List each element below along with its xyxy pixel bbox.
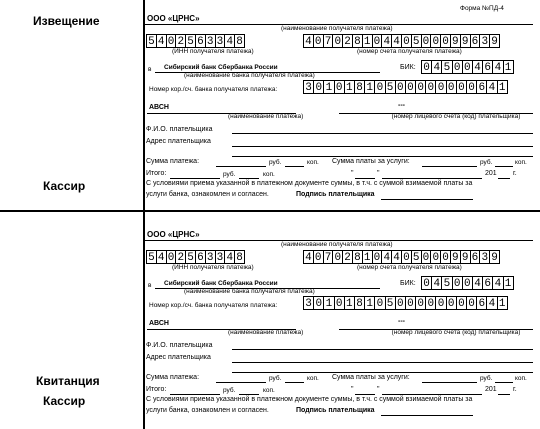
date-month-line — [382, 178, 482, 179]
year-dot: г. — [513, 386, 517, 393]
digit-cell: 1 — [364, 80, 375, 94]
section-title-top: Извещение — [33, 14, 100, 28]
digit-cell: 5 — [185, 34, 196, 48]
digit-cell: 0 — [466, 80, 477, 94]
digit-cell: 0 — [435, 80, 446, 94]
digit-cell: 6 — [195, 250, 206, 264]
fio-line — [232, 349, 533, 350]
digit-cell: 5 — [411, 34, 422, 48]
digit-cell: 6 — [470, 250, 481, 264]
total-kop-line — [239, 178, 259, 179]
address-label: Адрес плательщика — [146, 354, 211, 361]
digit-cell: 5 — [385, 80, 396, 94]
digit-cell: 0 — [425, 296, 436, 310]
digit-cell: 0 — [405, 80, 416, 94]
year-prefix: 201 — [485, 386, 497, 393]
digit-cell: 0 — [462, 60, 473, 74]
digit-cell: 5 — [441, 276, 452, 290]
digit-cell: 0 — [446, 296, 457, 310]
year-line — [498, 178, 510, 179]
digit-cell: 0 — [456, 80, 467, 94]
payment-caption: (наименование платежа) — [228, 329, 304, 336]
service-kop-line — [495, 166, 513, 167]
total-rub-line — [170, 178, 220, 179]
inn-caption: (ИНН получателя платежа) — [172, 264, 254, 271]
payment-name: АВСН — [149, 320, 169, 327]
digit-cell: 9 — [460, 250, 471, 264]
digit-cell: 0 — [452, 60, 463, 74]
digit-cell: 7 — [323, 250, 334, 264]
digit-cell: 3 — [303, 80, 314, 94]
address-label: Адрес плательщика — [146, 138, 211, 145]
personal-caption: (номер лицевого счета (код) плательщика) — [391, 329, 521, 336]
sign-line — [381, 199, 473, 200]
address-line-2 — [232, 372, 533, 373]
bik-cells — [421, 60, 513, 74]
digit-cell: 1 — [503, 276, 514, 290]
digit-cell: 3 — [215, 34, 226, 48]
date-quote-close: " — [377, 386, 380, 393]
payment-caption: (наименование платежа) — [228, 113, 304, 120]
digit-cell: 1 — [344, 80, 355, 94]
digit-cell: 0 — [440, 250, 451, 264]
bank-name: Сибирский банк Сбербанка России — [164, 280, 278, 287]
digit-cell: 4 — [431, 60, 442, 74]
digit-cell: 4 — [156, 250, 167, 264]
recipient-caption: (наименование получателя платежа) — [281, 25, 393, 32]
digit-cell: 2 — [175, 34, 186, 48]
digit-cell: 0 — [421, 34, 432, 48]
digit-cell: 0 — [435, 296, 446, 310]
section-title-cashier: Кассир — [43, 179, 86, 193]
digit-cell: 1 — [362, 34, 373, 48]
bik-label: БИК: — [400, 280, 416, 287]
digit-cell: 0 — [415, 80, 426, 94]
digit-cell: 7 — [323, 34, 334, 48]
digit-cell: 8 — [234, 250, 245, 264]
digit-cell: 1 — [364, 296, 375, 310]
digit-cell: 9 — [450, 250, 461, 264]
digit-cell: 0 — [430, 250, 441, 264]
digit-cell: 4 — [391, 250, 402, 264]
date-quote-close: " — [377, 170, 380, 177]
digit-cell: 2 — [342, 34, 353, 48]
digit-cell: 0 — [313, 296, 324, 310]
digit-cell: 0 — [372, 250, 383, 264]
sum-rub-line — [216, 166, 266, 167]
digit-cell: 0 — [456, 296, 467, 310]
account-caption: (номер счета получателя платежа) — [357, 48, 462, 55]
sum-label: Сумма платежа: — [146, 374, 200, 381]
fio-line — [232, 133, 533, 134]
total-kop: коп. — [263, 171, 275, 178]
digit-cell: 3 — [303, 296, 314, 310]
total-rub: руб. — [223, 171, 236, 178]
digit-cell: 9 — [450, 34, 461, 48]
sign-label: Подпись плательщика — [296, 191, 375, 198]
account-dash: --- — [398, 102, 405, 109]
digit-cell: 5 — [146, 250, 157, 264]
sum-kop: коп. — [307, 159, 319, 166]
digit-cell: 4 — [492, 276, 503, 290]
digit-cell: 0 — [405, 296, 416, 310]
digit-cell: 9 — [489, 34, 500, 48]
recipient-name: ООО «ЦРНС» — [147, 230, 200, 239]
digit-cell: 8 — [352, 250, 363, 264]
sum-rub: руб. — [269, 159, 282, 166]
digit-cell: 0 — [415, 296, 426, 310]
inn-caption: (ИНН получателя платежа) — [172, 48, 254, 55]
digit-cell: 2 — [175, 250, 186, 264]
account-cells — [303, 250, 499, 264]
digit-cell: 4 — [431, 276, 442, 290]
year-prefix: 201 — [485, 170, 497, 177]
service-kop: коп. — [515, 159, 527, 166]
digit-cell: 0 — [421, 250, 432, 264]
digit-cell: 0 — [332, 34, 343, 48]
account-cells — [303, 34, 499, 48]
agree-text-2: услуги банка, ознакомлен и согласен. — [146, 407, 269, 414]
digit-cell: 4 — [224, 250, 235, 264]
digit-cell: 8 — [234, 34, 245, 48]
service-rub-line — [422, 166, 477, 167]
digit-cell: 0 — [425, 80, 436, 94]
digit-cell: 4 — [303, 34, 314, 48]
account-dash: --- — [398, 318, 405, 325]
digit-cell: 0 — [430, 34, 441, 48]
digit-cell: 1 — [497, 80, 508, 94]
digit-cell: 6 — [482, 60, 493, 74]
service-kop: коп. — [515, 375, 527, 382]
address-line-2 — [232, 156, 533, 157]
digit-cell: 0 — [446, 80, 457, 94]
agree-text-2: услуги банка, ознакомлен и согласен. — [146, 191, 269, 198]
digit-cell: 0 — [332, 250, 343, 264]
digit-cell: 1 — [503, 60, 514, 74]
fio-label: Ф.И.О. плательщика — [146, 342, 213, 349]
service-rub: руб. — [480, 375, 493, 382]
digit-cell: 3 — [479, 34, 490, 48]
digit-cell: 4 — [472, 60, 483, 74]
digit-cell: 0 — [374, 296, 385, 310]
inn-cells — [146, 34, 244, 48]
digit-cell: 1 — [323, 296, 334, 310]
personal-caption: (номер лицевого счета (код) плательщика) — [391, 113, 521, 120]
corr-cells — [303, 80, 507, 94]
year-dot: г. — [513, 170, 517, 177]
total-label: Итого: — [146, 386, 167, 393]
digit-cell: 0 — [313, 34, 324, 48]
service-rub: руб. — [480, 159, 493, 166]
digit-cell: 2 — [342, 250, 353, 264]
digit-cell: 8 — [354, 80, 365, 94]
sign-label: Подпись плательщика — [296, 407, 375, 414]
digit-cell: 0 — [166, 250, 177, 264]
digit-cell: 0 — [421, 60, 432, 74]
digit-cell: 4 — [486, 296, 497, 310]
digit-cell: 4 — [224, 34, 235, 48]
digit-cell: 0 — [421, 276, 432, 290]
service-sum-label: Сумма платы за услуги: — [332, 374, 410, 381]
digit-cell: 0 — [395, 296, 406, 310]
corr-label: Номер кор./сч. банка получателя платежа: — [149, 302, 278, 309]
digit-cell: 0 — [374, 80, 385, 94]
digit-cell: 5 — [441, 60, 452, 74]
recipient-caption: (наименование получателя платежа) — [281, 241, 393, 248]
date-quote-open: " — [351, 386, 354, 393]
bank-prefix: в — [148, 282, 152, 289]
digit-cell: 3 — [215, 250, 226, 264]
digit-cell: 0 — [440, 34, 451, 48]
sum-kop-line — [285, 166, 304, 167]
digit-cell: 6 — [476, 296, 487, 310]
digit-cell: 4 — [472, 276, 483, 290]
digit-cell: 9 — [460, 34, 471, 48]
digit-cell: 5 — [146, 34, 157, 48]
digit-cell: 8 — [354, 296, 365, 310]
bank-caption: (наименование банка получателя платежа) — [184, 288, 315, 295]
digit-cell: 5 — [185, 250, 196, 264]
service-kop-line — [495, 382, 513, 383]
digit-cell: 4 — [303, 250, 314, 264]
digit-cell: 8 — [352, 34, 363, 48]
agree-text-1: С условиями приема указанной в платежном документе суммы, в т.ч. с суммой взимаемой платы за — [146, 180, 473, 187]
account-caption: (номер счета получателя платежа) — [357, 264, 462, 271]
total-kop-line — [239, 394, 259, 395]
digit-cell: 5 — [411, 250, 422, 264]
service-sum-label: Сумма платы за услуги: — [332, 158, 410, 165]
digit-cell: 0 — [466, 296, 477, 310]
sum-rub: руб. — [269, 375, 282, 382]
total-label: Итого: — [146, 170, 167, 177]
section-title-cashier: Кассир — [43, 394, 86, 408]
digit-cell: 6 — [195, 34, 206, 48]
sum-rub-line — [216, 382, 266, 383]
digit-cell: 0 — [462, 276, 473, 290]
inn-cells — [146, 250, 244, 264]
service-rub-line — [422, 382, 477, 383]
digit-cell: 0 — [452, 276, 463, 290]
total-kop: коп. — [263, 387, 275, 394]
digit-cell: 1 — [497, 296, 508, 310]
sum-kop: коп. — [307, 375, 319, 382]
vertical-divider — [143, 0, 145, 429]
digit-cell: 6 — [470, 34, 481, 48]
bik-label: БИК: — [400, 64, 416, 71]
digit-cell: 3 — [205, 250, 216, 264]
address-line-1 — [232, 362, 533, 363]
digit-cell: 0 — [334, 296, 345, 310]
digit-cell: 1 — [323, 80, 334, 94]
digit-cell: 3 — [479, 250, 490, 264]
total-rub: руб. — [223, 387, 236, 394]
corr-label: Номер кор./сч. банка получателя платежа: — [149, 86, 278, 93]
digit-cell: 0 — [313, 80, 324, 94]
digit-cell: 4 — [156, 34, 167, 48]
digit-cell: 0 — [166, 34, 177, 48]
form-label: Форма №ПД-4 — [460, 5, 504, 12]
address-line-1 — [232, 146, 533, 147]
digit-cell: 4 — [381, 34, 392, 48]
sum-label: Сумма платежа: — [146, 158, 200, 165]
section-title-top: Квитанция — [36, 374, 100, 388]
digit-cell: 3 — [205, 34, 216, 48]
corr-cells — [303, 296, 507, 310]
recipient-name: ООО «ЦРНС» — [147, 14, 200, 23]
digit-cell: 4 — [486, 80, 497, 94]
fio-label: Ф.И.О. плательщика — [146, 126, 213, 133]
bank-caption: (наименование банка получателя платежа) — [184, 72, 315, 79]
digit-cell: 0 — [372, 34, 383, 48]
digit-cell: 4 — [381, 250, 392, 264]
digit-cell: 6 — [482, 276, 493, 290]
year-line — [498, 394, 510, 395]
date-day-line — [355, 394, 375, 395]
digit-cell: 1 — [362, 250, 373, 264]
digit-cell: 6 — [476, 80, 487, 94]
payment-name: АВСН — [149, 104, 169, 111]
digit-cell: 0 — [395, 80, 406, 94]
digit-cell: 4 — [492, 60, 503, 74]
digit-cell: 0 — [401, 250, 412, 264]
digit-cell: 9 — [489, 250, 500, 264]
digit-cell: 5 — [385, 296, 396, 310]
digit-cell: 0 — [334, 80, 345, 94]
total-rub-line — [170, 394, 220, 395]
bank-name: Сибирский банк Сбербанка России — [164, 64, 278, 71]
bank-prefix: в — [148, 66, 152, 73]
digit-cell: 1 — [344, 296, 355, 310]
digit-cell: 0 — [313, 250, 324, 264]
digit-cell: 0 — [401, 34, 412, 48]
date-quote-open: " — [351, 170, 354, 177]
sum-kop-line — [285, 382, 304, 383]
sign-line — [381, 415, 473, 416]
date-day-line — [355, 178, 375, 179]
date-month-line — [382, 394, 482, 395]
agree-text-1: С условиями приема указанной в платежном документе суммы, в т.ч. с суммой взимаемой платы за — [146, 396, 473, 403]
bik-cells — [421, 276, 513, 290]
section-divider — [0, 210, 540, 212]
digit-cell: 4 — [391, 34, 402, 48]
